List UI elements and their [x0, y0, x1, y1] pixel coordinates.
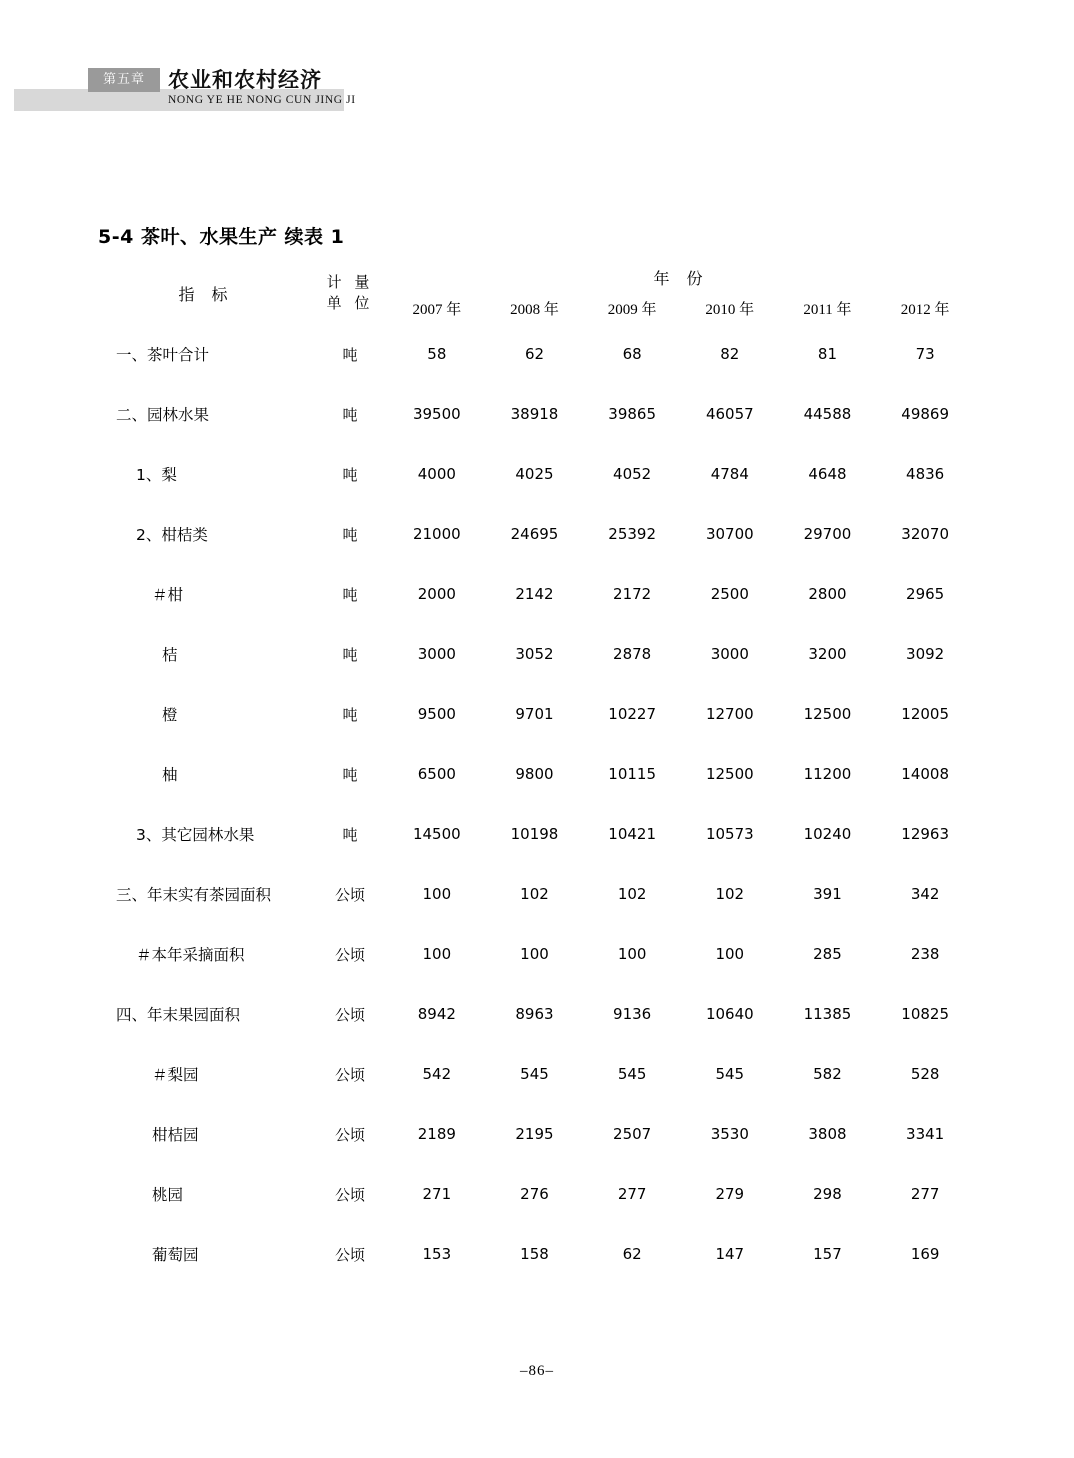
row-indicator-cell: [100, 504, 312, 564]
row-value-cell: 3092: [906, 645, 945, 663]
row-unit-cell: 公顷: [334, 1245, 365, 1264]
row-value-cell: 3808: [808, 1125, 847, 1143]
row-unit-cell: 吨: [342, 585, 358, 604]
row-value-cell: 545: [715, 1065, 745, 1083]
row-value-cell: 298: [813, 1185, 842, 1203]
row-value-cell: 21000: [412, 525, 461, 543]
row-value-cell: 38918: [510, 405, 559, 423]
table-row: [100, 1164, 974, 1224]
row-value-cell: 8963: [515, 1005, 554, 1023]
row-value-cell: 10421: [608, 825, 656, 843]
row-value-cell: 102: [715, 885, 745, 903]
row-unit-cell: 公顷: [334, 1005, 365, 1024]
row-value-cell: 100: [715, 945, 745, 963]
table-row: [100, 1224, 974, 1284]
row-value-cell: 4836: [906, 465, 945, 483]
row-value-cell: 10573: [705, 825, 754, 843]
row-value-cell: 82: [720, 345, 740, 363]
table-row: [100, 1104, 974, 1164]
header-year-2012: 2012 年: [900, 301, 950, 318]
row-indicator-cell: [100, 924, 312, 984]
header-year-2007: 2007 年: [412, 301, 462, 318]
row-value-cell: 46057: [705, 405, 754, 423]
row-value-cell: 271: [422, 1185, 452, 1203]
row-value-cell: 81: [817, 345, 837, 363]
row-value-cell: 12005: [901, 705, 949, 723]
row-value-cell: 3000: [710, 645, 749, 663]
row-value-cell: 279: [715, 1185, 745, 1203]
row-indicator-cell: [100, 804, 312, 864]
row-indicator-cell: [100, 1104, 312, 1164]
row-value-cell: 10240: [803, 825, 852, 843]
row-indicator-cell: [100, 444, 312, 504]
row-value-cell: 342: [910, 885, 940, 903]
row-unit-cell: 公顷: [334, 945, 365, 964]
row-value-cell: 582: [813, 1065, 842, 1083]
row-value-cell: 73: [915, 345, 935, 363]
row-value-cell: 100: [422, 945, 452, 963]
row-value-cell: 10825: [901, 1005, 949, 1023]
row-value-cell: 4000: [417, 465, 456, 483]
row-indicator-label: 桔: [162, 646, 178, 664]
row-unit-cell: 吨: [342, 645, 358, 664]
row-indicator-label: 桃园: [152, 1186, 184, 1204]
row-indicator-label: ＃本年采摘面积: [136, 946, 245, 964]
page-number: –86–: [520, 1363, 554, 1379]
row-value-cell: 3200: [808, 645, 847, 663]
table-row: [100, 984, 974, 1044]
row-indicator-label: ＃柑: [152, 586, 184, 604]
row-indicator-cell: [100, 324, 312, 384]
header-year-2011: 2011 年: [803, 301, 852, 318]
row-value-cell: 158: [520, 1245, 549, 1263]
row-value-cell: 169: [910, 1245, 940, 1263]
row-value-cell: 4784: [710, 465, 749, 483]
row-value-cell: 9701: [515, 705, 554, 723]
row-value-cell: 12500: [803, 705, 852, 723]
table-row: [100, 624, 974, 684]
row-value-cell: 542: [422, 1065, 452, 1083]
row-value-cell: 2878: [613, 645, 652, 663]
table-row: [100, 384, 974, 444]
header-unit: [312, 262, 388, 324]
row-unit-cell: 公顷: [334, 1185, 365, 1204]
row-indicator-cell: [100, 624, 312, 684]
table-row: [100, 924, 974, 984]
row-indicator-label: ＃梨园: [152, 1066, 199, 1084]
chapter-badge: 第五章: [88, 68, 160, 92]
table-header: [100, 262, 974, 324]
row-value-cell: 12963: [901, 825, 949, 843]
row-value-cell: 11385: [803, 1005, 852, 1023]
table-header-row-group: [100, 262, 974, 292]
table-title: 5-4 茶叶、水果生产 续表 1: [98, 226, 345, 248]
row-value-cell: 62: [622, 1245, 642, 1263]
row-value-cell: 10227: [608, 705, 656, 723]
row-unit-cell: 公顷: [334, 1065, 365, 1084]
table-row: [100, 1044, 974, 1104]
header-year-2010: 2010 年: [705, 301, 755, 318]
row-value-cell: 2507: [613, 1125, 652, 1143]
row-value-cell: 12700: [705, 705, 754, 723]
row-indicator-cell: [100, 1164, 312, 1224]
row-indicator-cell: [100, 564, 312, 624]
row-value-cell: 44588: [803, 405, 852, 423]
row-value-cell: 391: [813, 885, 842, 903]
row-value-cell: 3000: [417, 645, 456, 663]
row-indicator-label: 二、园林水果: [116, 406, 210, 424]
row-unit-cell: 公顷: [334, 1125, 365, 1144]
row-value-cell: 545: [520, 1065, 549, 1083]
row-value-cell: 39500: [412, 405, 461, 423]
table-row: [100, 324, 974, 384]
row-value-cell: 276: [520, 1185, 549, 1203]
row-indicator-cell: [100, 684, 312, 744]
row-value-cell: 39865: [608, 405, 656, 423]
row-value-cell: 2195: [515, 1125, 554, 1143]
row-value-cell: 277: [617, 1185, 647, 1203]
row-unit-cell: 公顷: [334, 885, 365, 904]
row-unit-cell: 吨: [342, 525, 358, 544]
row-value-cell: 157: [813, 1245, 842, 1263]
row-indicator-label: 三、年末实有茶园面积: [116, 886, 272, 904]
row-unit-cell: 吨: [342, 705, 358, 724]
row-value-cell: 153: [422, 1245, 452, 1263]
row-unit-cell: 吨: [342, 765, 358, 784]
row-indicator-label: 一、茶叶合计: [116, 346, 210, 364]
row-indicator-label: 2、柑桔类: [136, 526, 208, 544]
row-value-cell: 2965: [906, 585, 945, 603]
table-row: [100, 684, 974, 744]
row-indicator-label: 葡萄园: [152, 1246, 199, 1264]
row-indicator-label: 四、年末果园面积: [116, 1006, 241, 1024]
row-value-cell: 58: [427, 345, 447, 363]
row-value-cell: 102: [617, 885, 647, 903]
row-unit-cell: 吨: [342, 345, 358, 364]
row-value-cell: 102: [520, 885, 549, 903]
row-value-cell: 24695: [510, 525, 559, 543]
statistics-table: [100, 262, 974, 1284]
chapter-title: 农业和农村经济: [168, 68, 322, 92]
row-value-cell: 2800: [808, 585, 847, 603]
row-value-cell: 8942: [417, 1005, 456, 1023]
row-value-cell: 2500: [710, 585, 749, 603]
table-row: [100, 444, 974, 504]
row-value-cell: 4648: [808, 465, 847, 483]
statistics-table-wrap: [100, 262, 974, 1284]
row-indicator-cell: [100, 984, 312, 1044]
row-value-cell: 10640: [705, 1005, 754, 1023]
row-value-cell: 2172: [613, 585, 652, 603]
row-indicator-cell: [100, 1224, 312, 1284]
row-indicator-label: 3、其它园林水果: [136, 826, 255, 844]
row-value-cell: 68: [622, 345, 642, 363]
table-row: [100, 744, 974, 804]
table-row: [100, 864, 974, 924]
row-value-cell: 147: [715, 1245, 745, 1263]
row-indicator-cell: [100, 864, 312, 924]
row-indicator-cell: [100, 744, 312, 804]
row-value-cell: 62: [524, 345, 545, 363]
row-value-cell: 4025: [515, 465, 554, 483]
row-value-cell: 3530: [710, 1125, 749, 1143]
row-value-cell: 32070: [901, 525, 949, 543]
row-value-cell: 30700: [705, 525, 754, 543]
row-value-cell: 11200: [803, 765, 852, 783]
page-header: [0, 60, 1074, 120]
row-value-cell: 2000: [417, 585, 456, 603]
row-value-cell: 29700: [803, 525, 852, 543]
row-value-cell: 100: [422, 885, 452, 903]
row-value-cell: 14500: [412, 825, 461, 843]
row-value-cell: 2189: [417, 1125, 456, 1143]
row-indicator-label: 柚: [162, 766, 178, 784]
row-value-cell: 9136: [613, 1005, 652, 1023]
row-value-cell: 2142: [515, 585, 554, 603]
header-year-2009: 2009 年: [607, 301, 657, 318]
row-value-cell: 100: [617, 945, 647, 963]
header-unit-line1: 计 量: [326, 273, 374, 291]
row-value-cell: 14008: [901, 765, 949, 783]
table-row: [100, 804, 974, 864]
row-value-cell: 277: [910, 1185, 940, 1203]
row-value-cell: 9500: [417, 705, 456, 723]
row-unit-cell: 吨: [342, 825, 358, 844]
row-value-cell: 10115: [608, 765, 656, 783]
table-row: [100, 504, 974, 564]
row-value-cell: 49869: [901, 405, 949, 423]
row-value-cell: 100: [520, 945, 549, 963]
header-years-group: 年 份: [653, 268, 709, 288]
row-indicator-cell: [100, 1044, 312, 1104]
row-indicator-label: 柑桔园: [152, 1126, 199, 1144]
header-indicator: 指 标: [178, 284, 234, 304]
row-value-cell: 3341: [906, 1125, 945, 1143]
header-unit-line2: 单 位: [326, 294, 374, 312]
row-value-cell: 285: [813, 945, 842, 963]
row-value-cell: 6500: [417, 765, 456, 783]
row-value-cell: 238: [910, 945, 940, 963]
row-value-cell: 9800: [515, 765, 554, 783]
row-indicator-label: 橙: [162, 706, 178, 724]
chapter-pinyin: NONG YE HE NONG CUN JING JI: [168, 94, 356, 106]
row-indicator-cell: [100, 384, 312, 444]
row-value-cell: 25392: [608, 525, 656, 543]
table-body: [100, 324, 974, 1284]
row-value-cell: 4052: [613, 465, 652, 483]
table-row: [100, 564, 974, 624]
row-value-cell: 528: [910, 1065, 940, 1083]
row-unit-cell: 吨: [342, 465, 358, 484]
row-value-cell: 10198: [510, 825, 559, 843]
row-value-cell: 12500: [705, 765, 754, 783]
row-value-cell: 545: [617, 1065, 647, 1083]
row-value-cell: 3052: [515, 645, 554, 663]
row-indicator-label: 1、梨: [136, 466, 177, 484]
header-year-2008: 2008 年: [510, 301, 559, 318]
row-unit-cell: 吨: [342, 405, 358, 424]
